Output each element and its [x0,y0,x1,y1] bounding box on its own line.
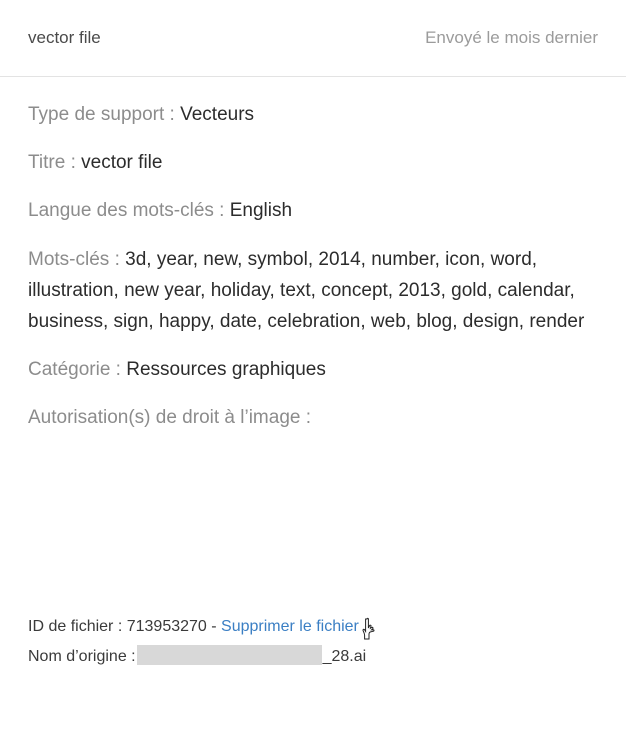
file-id-value: 713953270 [126,618,207,635]
field-value[interactable]: 3d, year, new, symbol, 2014, number, icon, word, illustration, new year, holiday, text, concept, 2013, gold, calendar, business, sign, happy, date, celebration, web, blog, design, render [28,249,585,332]
file-title: vector file [28,28,101,47]
origin-name-suffix: _28.ai [322,648,367,665]
metadata-field-list [28,100,600,457]
field-value[interactable]: Vecteurs [180,104,255,125]
field-image-rights [28,403,600,433]
field-label: Type de support : [28,104,175,125]
field-keyword-language [28,196,600,226]
field-category [28,355,600,385]
field-value[interactable]: vector file [81,152,163,173]
field-label: Mots-clés : [28,249,120,270]
origin-name-label: Nom d’origine : [28,648,136,665]
field-label: Autorisation(s) de droit à l’image : [28,407,312,428]
delete-file-link[interactable]: Supprimer le fichier [221,618,359,635]
field-title [28,148,600,178]
field-value[interactable]: Ressources graphiques [126,359,326,380]
field-label: Titre : [28,152,76,173]
redacted-filename-block [137,645,322,665]
field-label: Langue des mots-clés : [28,200,225,221]
header-divider [0,76,626,77]
file-footer [28,612,600,672]
field-label: Catégorie : [28,359,121,380]
upload-status: Envoyé le mois dernier [425,28,598,47]
origin-name-row [28,642,600,672]
file-id-label: ID de fichier : [28,618,123,635]
field-value[interactable]: English [229,200,293,221]
field-media-type [28,100,600,130]
panel-header [0,28,626,62]
field-keywords [28,244,600,337]
file-id-row [28,612,600,642]
file-id-separator: - [211,618,217,635]
